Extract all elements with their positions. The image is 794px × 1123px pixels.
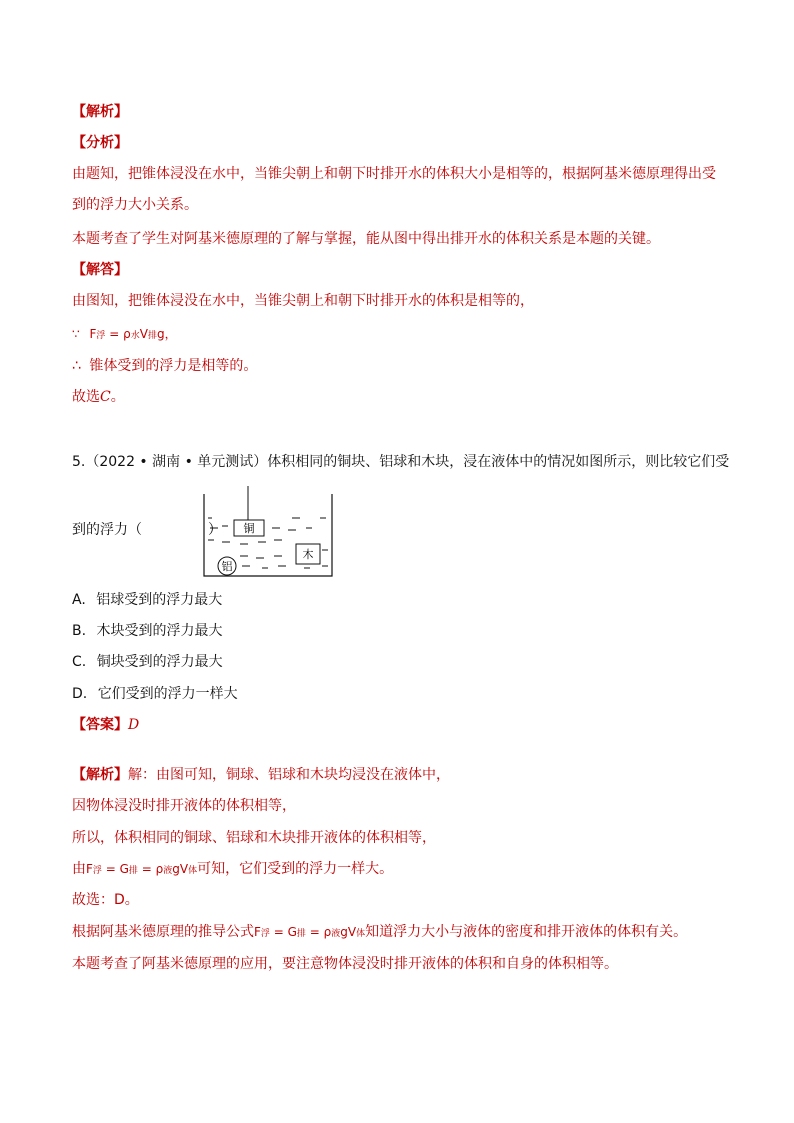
aluminum-label: 铝 <box>221 560 233 573</box>
choice-line <box>72 387 125 407</box>
therefore-symbol: ∴ <box>72 358 81 374</box>
line4-eq1: = <box>101 862 120 876</box>
buoyancy-figure <box>200 486 336 580</box>
analysis-text-1: 解：由图可知，铜球、铝球和木块均浸没在液体中， <box>128 767 450 783</box>
jieda-heading: 【解答】 <box>72 262 128 278</box>
answer-heading: 【答案】 <box>72 717 128 733</box>
analysis-line-4 <box>72 859 393 881</box>
line4-v: V <box>179 862 189 876</box>
analysis-line-1 <box>72 765 450 785</box>
formula-v-sub: 排 <box>147 331 157 341</box>
line6-prefix: 根据阿基米德原理的推导公式 <box>72 924 254 940</box>
option-d-text: 它们受到的浮力一样大 <box>97 686 238 702</box>
therefore-text: 锥体受到的浮力是相等的。 <box>89 358 258 374</box>
formula-g: g， <box>156 327 177 341</box>
copper-label: 铜 <box>243 522 255 535</box>
line6-suffix: 知道浮力大小与液体的密度和排开液体的体积有关。 <box>365 924 688 940</box>
analysis-line-5: 故选：D。 <box>72 892 139 908</box>
fenxi-heading: 【分析】 <box>72 135 128 151</box>
option-d[interactable] <box>72 684 238 704</box>
option-d-letter: D. <box>72 686 88 702</box>
analysis-line-7: 本题考查了阿基米德原理的应用，要注意物体浸没时排开液体的体积和自身的体积相等。 <box>72 956 618 972</box>
option-a-letter: A. <box>72 592 86 608</box>
line6-eq1: = <box>269 925 288 939</box>
line6-gacc: g <box>340 925 348 939</box>
formula-rho-sub: 水 <box>130 331 140 341</box>
analysis-line-2: 因物体浸没时排开液体的体积相等， <box>72 798 296 814</box>
formula-line-1 <box>72 324 177 346</box>
formula-eq: = <box>105 327 124 341</box>
option-a-text: 铝球受到的浮力最大 <box>96 592 223 608</box>
line6-f: F <box>254 925 261 939</box>
question-stem-line-1: 5.（2022 • 湖南 • 单元测试）体积相同的铜块、铝球和木块，浸在液体中的情况如图所示，则比较它们受 <box>72 454 730 470</box>
line6-g-sub: 排 <box>296 929 306 939</box>
line4-eq2: = <box>137 862 156 876</box>
option-c[interactable] <box>72 652 223 672</box>
formula-rho: ρ <box>123 327 131 341</box>
line4-f: F <box>86 862 93 876</box>
option-a[interactable] <box>72 590 222 610</box>
line4-g-sub: 排 <box>128 866 138 876</box>
question-stem-text: 到的浮力（ <box>72 522 142 538</box>
line4-prefix: 由 <box>72 861 86 877</box>
line4-rho-sub: 液 <box>163 866 173 876</box>
choice-prefix: 故选 <box>72 389 100 405</box>
formula-v: V <box>139 327 148 341</box>
analysis-line-6 <box>72 922 687 944</box>
line4-v-sub: 体 <box>188 866 198 876</box>
line6-v-sub: 体 <box>356 929 366 939</box>
line6-g: G <box>287 925 297 939</box>
line6-v: V <box>347 925 357 939</box>
option-c-letter: C. <box>72 654 87 670</box>
choice-answer: C <box>100 389 111 405</box>
analysis-line-3: 所以，体积相同的铜球、铝球和木块排开液体的体积相等， <box>72 830 436 846</box>
line4-f-sub: 浮 <box>92 866 102 876</box>
option-c-text: 铜块受到的浮力最大 <box>96 654 223 670</box>
fenxi-line-1: 由题知，把锥体浸没在水中，当锥尖朝上和朝下时排开水的体积大小是相等的，根据阿基米德原理得出受 <box>72 166 716 182</box>
line6-rho-sub: 液 <box>331 929 341 939</box>
option-b-text: 木块受到的浮力最大 <box>96 623 223 639</box>
analysis-heading: 【解析】 <box>72 767 128 783</box>
fenxi-line-3: 本题考查了学生对阿基米德原理的了解与掌握，能从图中得出排开水的体积关系是本题的关键。 <box>72 231 660 247</box>
fenxi-line-2: 到的浮力大小关系。 <box>72 197 198 213</box>
jiexi-heading: 【解析】 <box>72 104 128 120</box>
line6-rho: ρ <box>323 925 332 939</box>
answer-line <box>72 715 139 735</box>
line4-gacc: g <box>172 862 180 876</box>
formula-f: F <box>89 327 97 341</box>
line4-g: G <box>119 862 129 876</box>
formula-f-sub: 浮 <box>96 331 106 341</box>
choice-suffix: 。 <box>110 389 125 405</box>
line4-suffix: 可知，它们受到的浮力一样大。 <box>197 861 394 877</box>
option-b[interactable] <box>72 621 223 641</box>
option-b-letter: B. <box>72 623 87 639</box>
line6-eq2: = <box>305 925 324 939</box>
answer-value: D <box>128 717 140 733</box>
question-stem-close: ） <box>208 522 222 538</box>
because-symbol: ∵ <box>72 327 80 341</box>
line6-f-sub: 浮 <box>260 929 270 939</box>
therefore-line <box>72 356 257 376</box>
wood-label: 木 <box>302 548 314 561</box>
jieda-line-1: 由图知，把锥体浸没在水中，当锥尖朝上和朝下时排开水的体积是相等的， <box>72 293 534 309</box>
line4-rho: ρ <box>155 862 164 876</box>
